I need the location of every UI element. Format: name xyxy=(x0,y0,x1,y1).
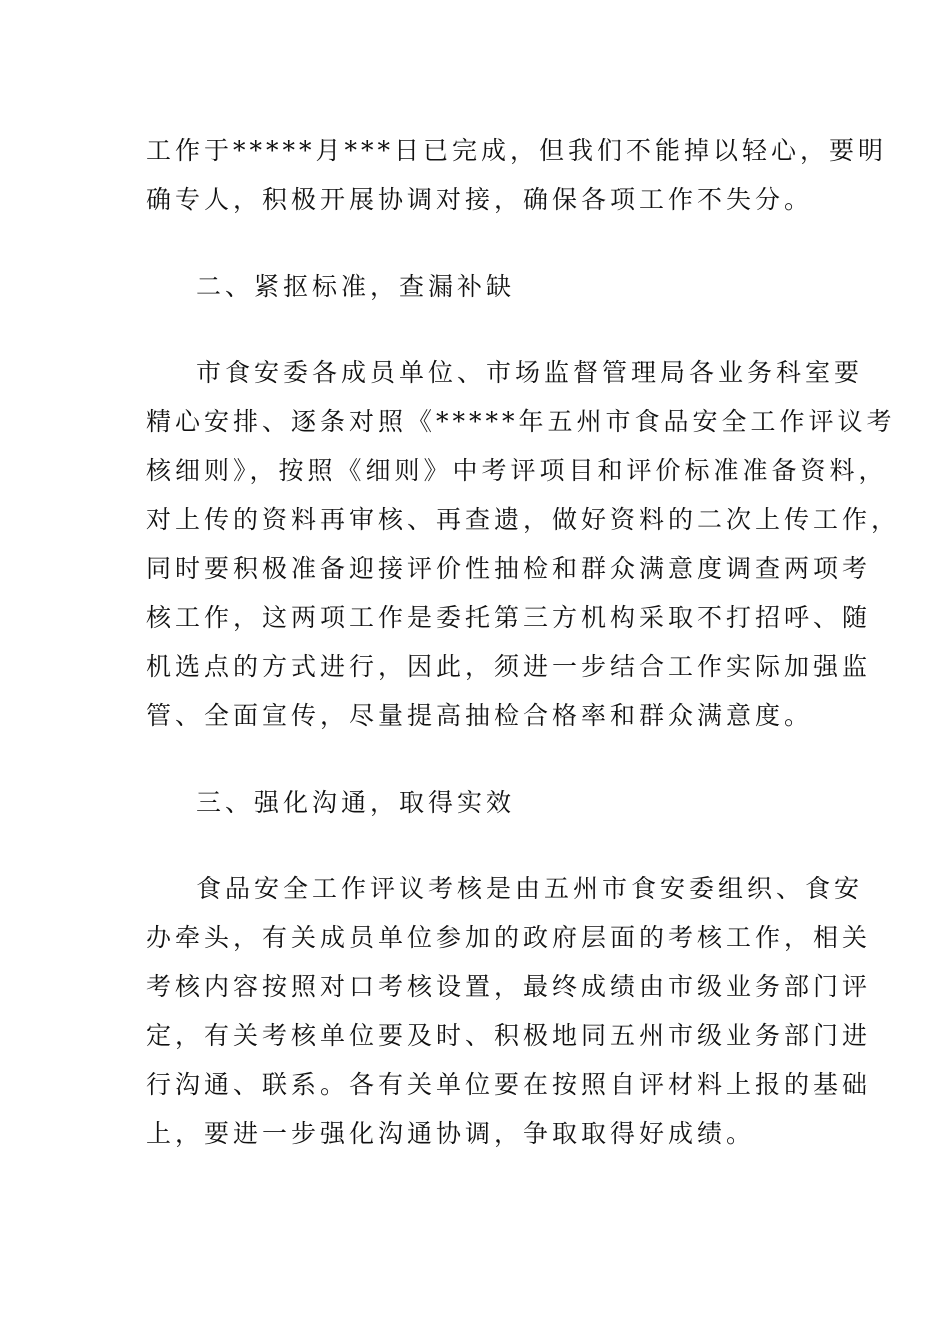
paragraph-line: 行沟通、联系。各有关单位要在按照自评材料上报的基础 xyxy=(146,1070,872,1099)
paragraph-line: 同时要积极准备迎接评价性抽检和群众满意度调查两项考 xyxy=(146,554,872,583)
paragraph-line: 精心安排、逐条对照《*****年五州市食品安全工作评议考 xyxy=(146,407,896,436)
paragraph-line: 市食安委各成员单位、市场监督管理局各业务科室要 xyxy=(196,358,864,387)
paragraph-line: 工作于*****月***日已完成，但我们不能掉以轻心，要明 xyxy=(146,136,888,165)
paragraph-line: 食品安全工作评议考核是由五州市食安委组织、食安 xyxy=(196,874,864,903)
paragraph-line: 核细则》，按照《细则》中考评项目和评价标准准备资料， xyxy=(146,456,888,485)
paragraph-line: 考核内容按照对口考核设置，最终成绩由市级业务部门评 xyxy=(146,972,872,1001)
paragraph-line: 确专人，积极开展协调对接，确保各项工作不失分。 xyxy=(146,185,814,214)
section-heading-2: 二、紧抠标准，查漏补缺 xyxy=(196,272,516,301)
paragraph-line: 上，要进一步强化沟通协调，争取取得好成绩。 xyxy=(146,1119,756,1148)
paragraph-line: 定，有关考核单位要及时、积极地同五州市级业务部门进 xyxy=(146,1021,872,1050)
section-heading-3: 三、强化沟通，取得实效 xyxy=(196,788,516,817)
paragraph-line: 办牵头，有关成员单位参加的政府层面的考核工作，相关 xyxy=(146,923,872,952)
paragraph-line: 管、全面宣传，尽量提高抽检合格率和群众满意度。 xyxy=(146,701,814,730)
paragraph-line: 机选点的方式进行，因此，须进一步结合工作实际加强监 xyxy=(146,652,872,681)
paragraph-line: 对上传的资料再审核、再查遗，做好资料的二次上传工作， xyxy=(146,505,901,534)
paragraph-line: 核工作，这两项工作是委托第三方机构采取不打招呼、随 xyxy=(146,603,872,632)
